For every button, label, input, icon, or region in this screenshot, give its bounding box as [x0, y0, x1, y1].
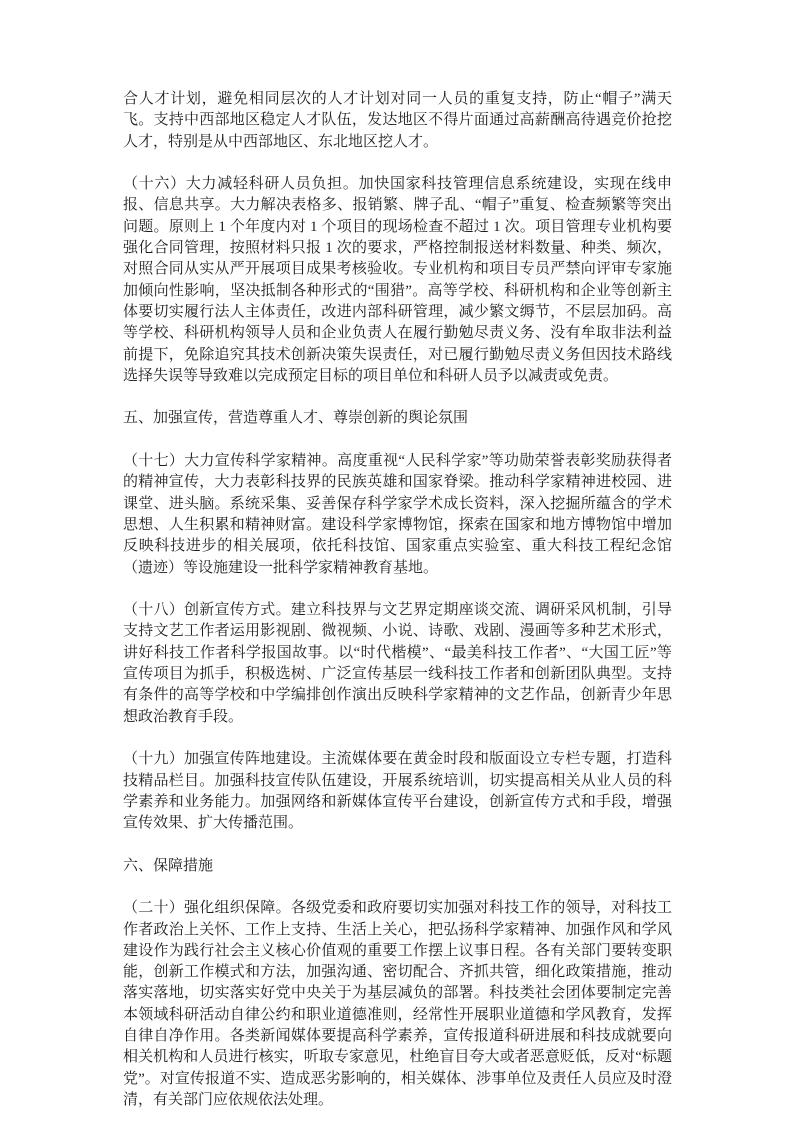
section-heading-5: 五、加强宣传，营造尊重人才、尊崇创新的舆论氛围 [123, 410, 469, 427]
paragraph-item-19: （十九）加强宣传阵地建设。主流媒体要在黄金时段和版面设立专栏专题，打造科技精品栏目。加强科技宣传队伍建设，开展系统培训，切实提高相关从业人员的科学素养和业务能力。加强网络和新媒体宣传平台建设，创新宣传方式和手段，增强宣传效果、扩大传播范围。 [123, 751, 672, 832]
paragraph-item-18: （十八）创新宣传方式。建立科技界与文艺界定期座谈交流、调研采风机制，引导支持文艺工作者运用影视剧、微视频、小说、诗歌、戏剧、漫画等多种艺术形式，讲好科技工作者科学报国故事。以“时代楷模”、“最美科技工作者”、“大国工匠”等宣传项目为抓手，积极选树、广泛宣传基层一线科技工作者和创新团队典型。支持有条件的高等学校和中学编排创作演出反映科学家精神的文艺作品，创新青少年思想政治教育手段。 [123, 602, 672, 725]
document-text-block [123, 89, 672, 1111]
paragraph-item-17: （十七）大力宣传科学家精神。高度重视“人民科学家”等功勋荣誉表彰奖励获得者的精神宣传，大力表彰科技界的民族英雄和国家脊梁。推动科学家精神进校园、进课堂、进头脑。系统采集、妥善保存科学家学术成长资料，深入挖掘所蕴含的学术思想、人生积累和精神财富。建设科学家博物馆，探索在国家和地方博物馆中增加反映科技进步的相关展项，依托科技馆、国家重点实验室、重大科技工程纪念馆（遗迹）等设施建设一批科学家精神教育基地。 [123, 453, 672, 576]
paragraph-item-16: （十六）大力减轻科研人员负担。加快国家科技管理信息系统建设，实现在线申报、信息共享。大力解决表格多、报销繁、牌子乱、“帽子”重复、检查频繁等突出问题。原则上 1 个年度内对 1 个项目的现场检查不超过 1 次。项目管理专业机构要强化合同管理，按照材料只报 1 次的要求，严格控制报送材料数量、种类、频次，对照合同从实从严开展项目成果考核验收。专业机构和项目专员严禁向评审专家施加倾向性影响，坚决抵制各种形式的“围猎”。高等学校、科研机构和企业等创新主体要切实履行法人主体责任，改进内部科研管理，减少繁文缛节，不层层加码。高等学校、科研机构领导人员和企业负责人在履行勤勉尽责义务、没有牟取非法利益前提下，免除追究其技术创新决策失误责任，对已履行勤勉尽责义务但因技术路线选择失误等导致难以完成预定目标的项目单位和科研人员予以减责或免责。 [123, 176, 672, 384]
paragraph-item-20: （二十）强化组织保障。各级党委和政府要切实加强对科技工作的领导，对科技工作者政治上关怀、工作上支持、生活上关心，把弘扬科学家精神、加强作风和学风建设作为践行社会主义核心价值观的重要工作摆上议事日程。各有关部门要转变职能，创新工作模式和方法，加强沟通、密切配合、齐抓共管，细化政策措施，推动落实落地，切实落实好党中央关于为基层减负的部署。科技类社会团体要制定完善本领域科研活动自律公约和职业道德准则，经常性开展职业道德和学风教育，发挥自律自净作用。各类新闻媒体要提高科学素养，宣传报道科研进展和科技成就要向相关机构和人员进行核实，听取专家意见，杜绝盲目夸大或者恶意贬低，反对“标题党”。对宣传报道不实、造成恶劣影响的，相关媒体、涉事单位及责任人员应及时澄清，有关部门应依规依法处理。 [123, 900, 672, 1108]
section-heading-6: 六、保障措施 [123, 857, 214, 874]
paragraph-continuation: 合人才计划，避免相同层次的人才计划对同一人员的重复支持，防止“帽子”满天飞。支持中西部地区稳定人才队伍，发达地区不得片面通过高薪酬高待遇竞价抢挖人才，特别是从中西部地区、东北地区挖人才。 [123, 91, 672, 150]
